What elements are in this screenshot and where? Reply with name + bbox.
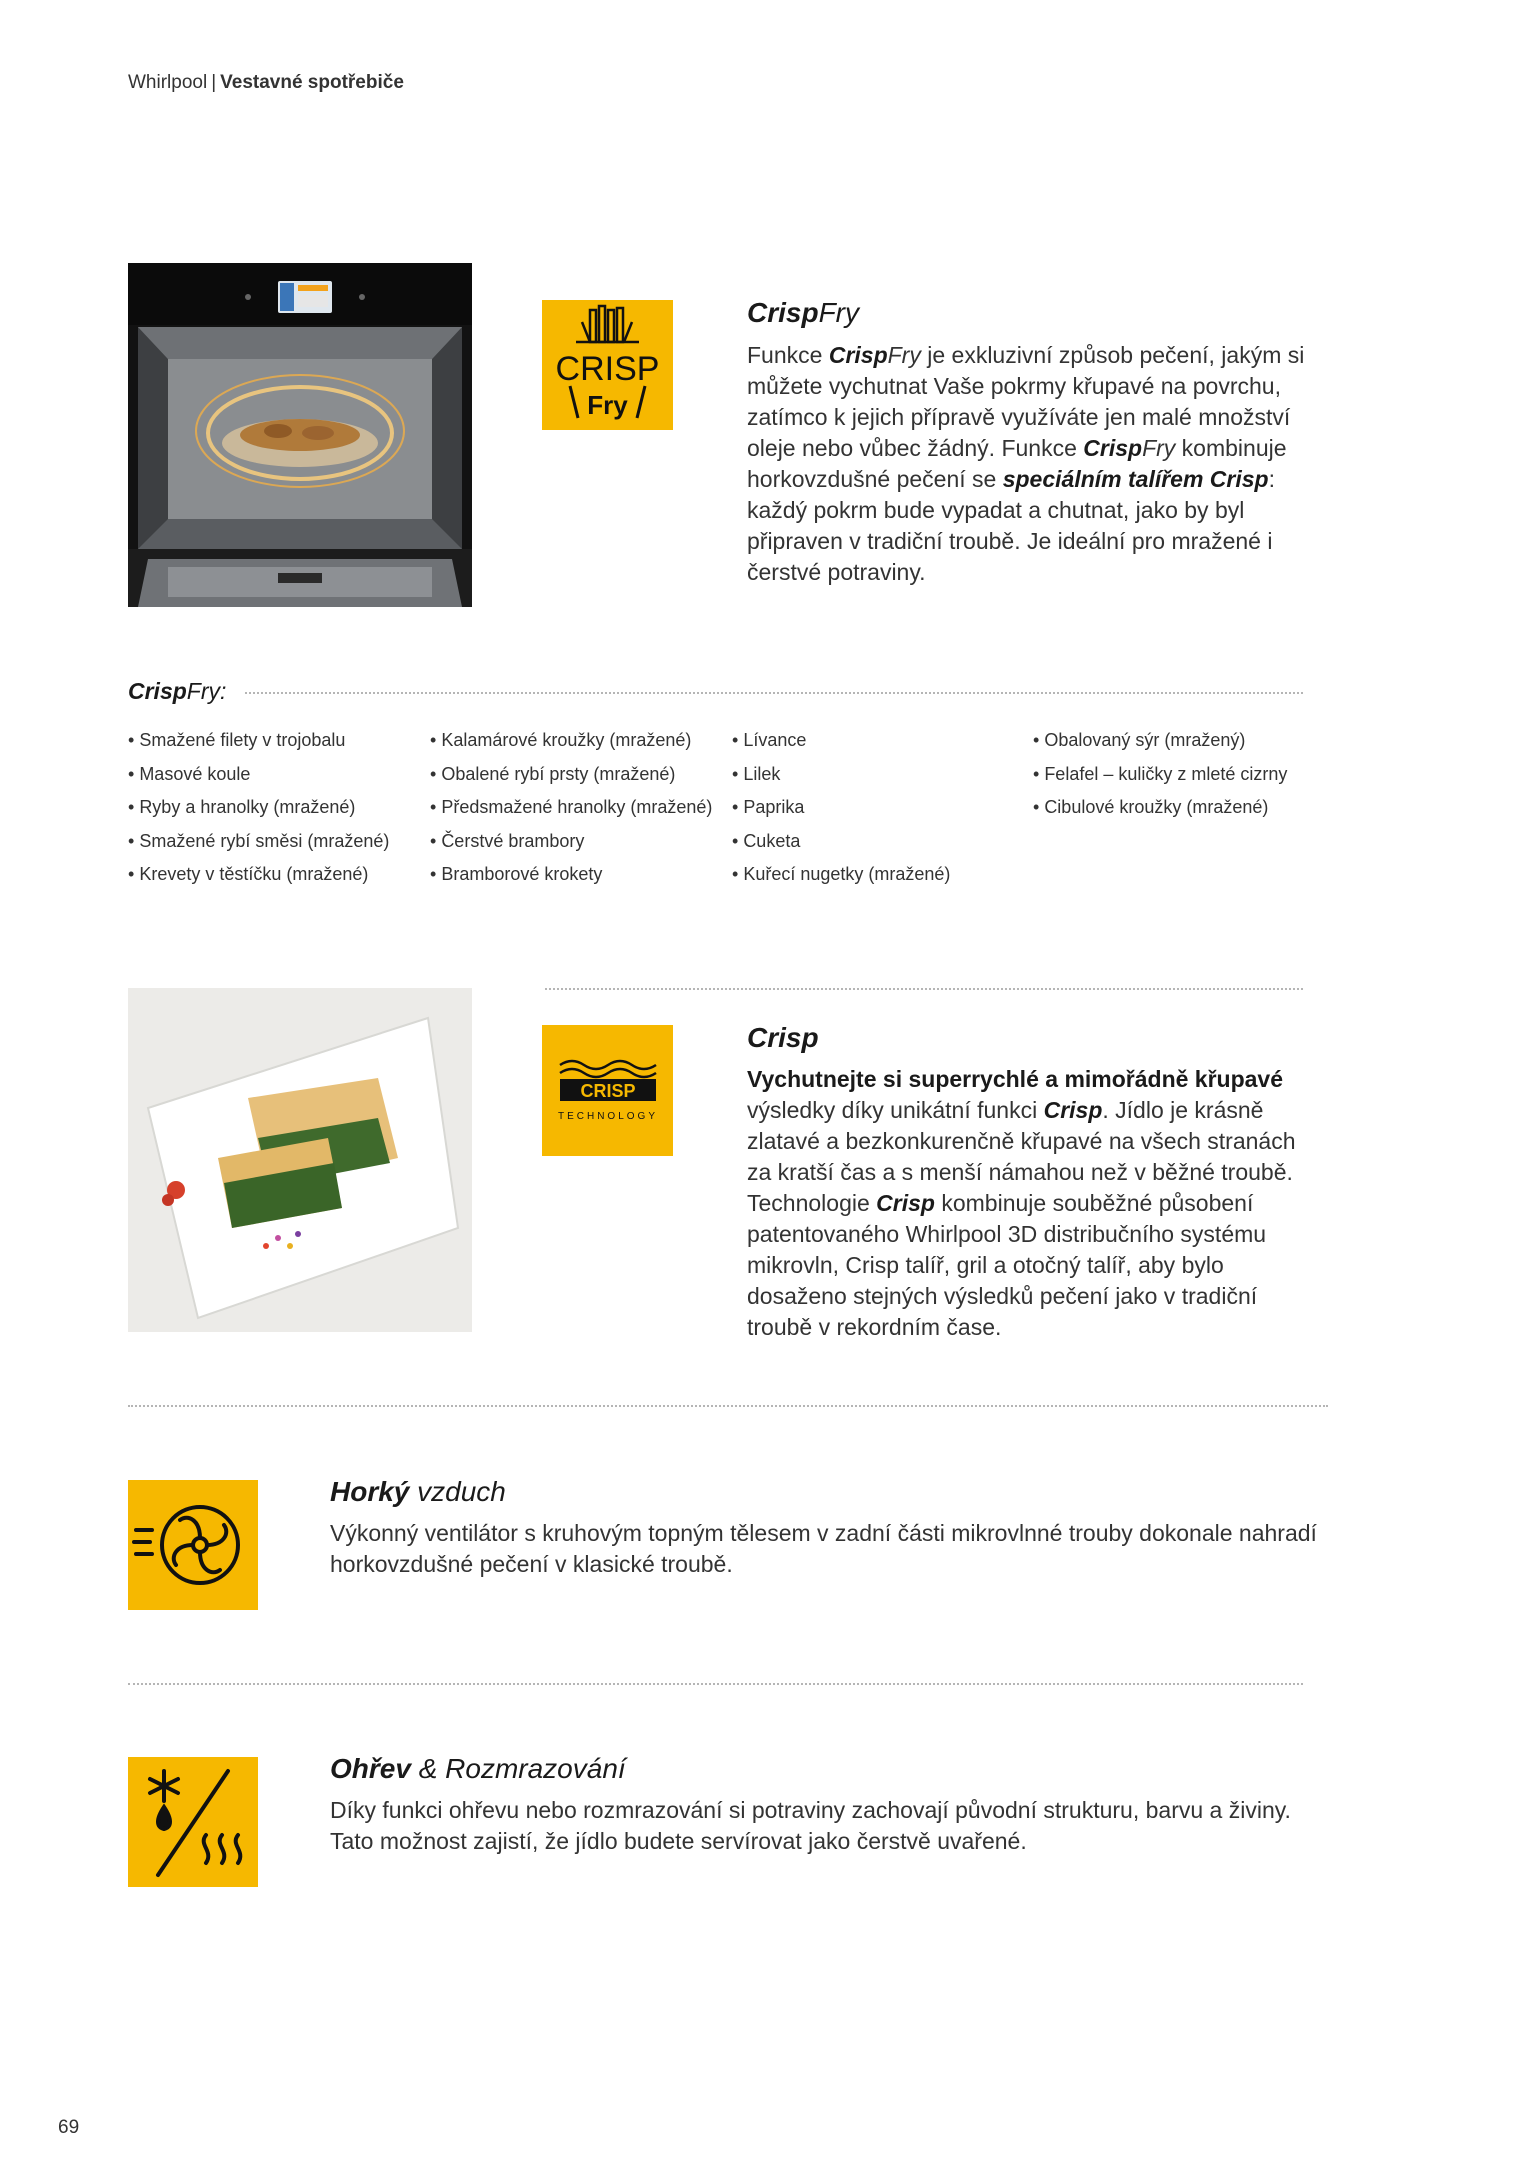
page-number: 69 [58,2117,80,2138]
list-column-3 [732,724,950,892]
list-item: • Ryby a hranolky (mražené) [128,791,389,825]
oven-illustration [128,263,472,607]
section-divider [128,1405,1328,1407]
crispfry-logo-text: CRISP [555,350,660,388]
list-item: • Předsmažené hranolky (mražené) [430,791,712,825]
food-photo [128,988,472,1332]
list-item: • Masové koule [128,758,389,792]
list-item: • Lilek [732,758,950,792]
section-name: Vestavné spotřebiče [220,72,404,93]
crisp-title: Crisp [747,1022,819,1053]
crispfry-list-label: CrispFry: [128,678,234,705]
crispfry-logo [542,300,673,430]
page-header [128,72,404,94]
hot-air-title: Horký vzduch [330,1476,506,1507]
crispfry-description: Funkce CrispFry je exkluzivní způsob pečení, jakým si můžete vychutnat Vaše pokrmy křupavé na povrchu, zatímco k jejich přípravě využíváte jen malé množství oleje nebo vůbec žádný. Funkce CrispFry kombinuje horkovzdušné pečení se speciálním talířem Crisp: každý pokrm bude vypadat a chutnat, jako by byl připraven v tradiční troubě. Je ideální pro mražené i čerstvé potraviny. [747,342,1305,585]
section-divider [128,1683,1303,1685]
hot-air-description: Výkonný ventilátor s kruhovým topným tělesem v zadní části mikrovlnné trouby dokonale nahradí horkovzdušné pečení v klasické troubě. [330,1520,1317,1577]
food-illustration [128,988,472,1332]
defrost-icon [128,1757,258,1887]
crisp-description: Vychutnejte si superrychlé a mimořádně křupavé výsledky díky unikátní funkci Crisp. Jídlo je krásně zlatavé a bezkonkurenčně křupavé na všech stranách za kratší čas a s menší námahou než v běžné troubě. Technologie Crisp kombinuje souběžné působení patentovaného Whirlpool 3D distribučního systému mikrovln, Crisp talíř, gril a otočný talíř, aby bylo dosaženo stejných výsledků pečení jako v tradiční troubě v rekordním čase. [747,1066,1296,1340]
list-item: • Cuketa [732,825,950,859]
section-divider [245,692,1303,694]
list-item: • Bramborové krokety [430,858,712,892]
header-separator: | [211,72,217,93]
list-item: • Smažené rybí směsi (mražené) [128,825,389,859]
crisp-logo-text: CRISP [580,1081,636,1101]
list-item: • Felafel – kuličky z mleté cizrny [1033,758,1287,792]
oven-photo [128,263,472,607]
fries-icon [542,300,673,430]
crispfry-logo-subtext: Fry [587,390,628,420]
section-divider [545,988,1303,990]
list-column-4 [1033,724,1287,825]
list-item: • Smažené filety v trojobalu [128,724,389,758]
list-item: • Cibulové kroužky (mražené) [1033,791,1287,825]
list-item: • Obalené rybí prsty (mražené) [430,758,712,792]
reheat-title: Ohřev & Rozmrazování [330,1753,626,1784]
crisp-technology-logo [542,1025,673,1156]
list-item: • Kuřecí nugetky (mražené) [732,858,950,892]
crisp-waves-icon [542,1025,673,1156]
crisp-logo-subtext: TECHNOLOGY [557,1111,659,1122]
list-item: • Čerstvé brambory [430,825,712,859]
brand-name: Whirlpool [128,72,208,93]
list-column-1 [128,724,389,892]
hot-air-icon-box [128,1480,258,1610]
list-item: • Lívance [732,724,950,758]
list-item: • Paprika [732,791,950,825]
list-column-2 [430,724,712,892]
list-item: • Krevety v těstíčku (mražené) [128,858,389,892]
reheat-defrost-icon-box [128,1757,258,1887]
list-item: • Kalamárové kroužky (mražené) [430,724,712,758]
reheat-description: Díky funkci ohřevu nebo rozmrazování si potraviny zachovají původní strukturu, barvu a živiny. Tato možnost zajistí, že jídlo budete servírovat jako čerstvě uvařené. [330,1797,1291,1854]
list-item: • Obalovaný sýr (mražený) [1033,724,1287,758]
fan-icon [128,1480,258,1610]
crispfry-title: CrispFry [747,297,860,328]
